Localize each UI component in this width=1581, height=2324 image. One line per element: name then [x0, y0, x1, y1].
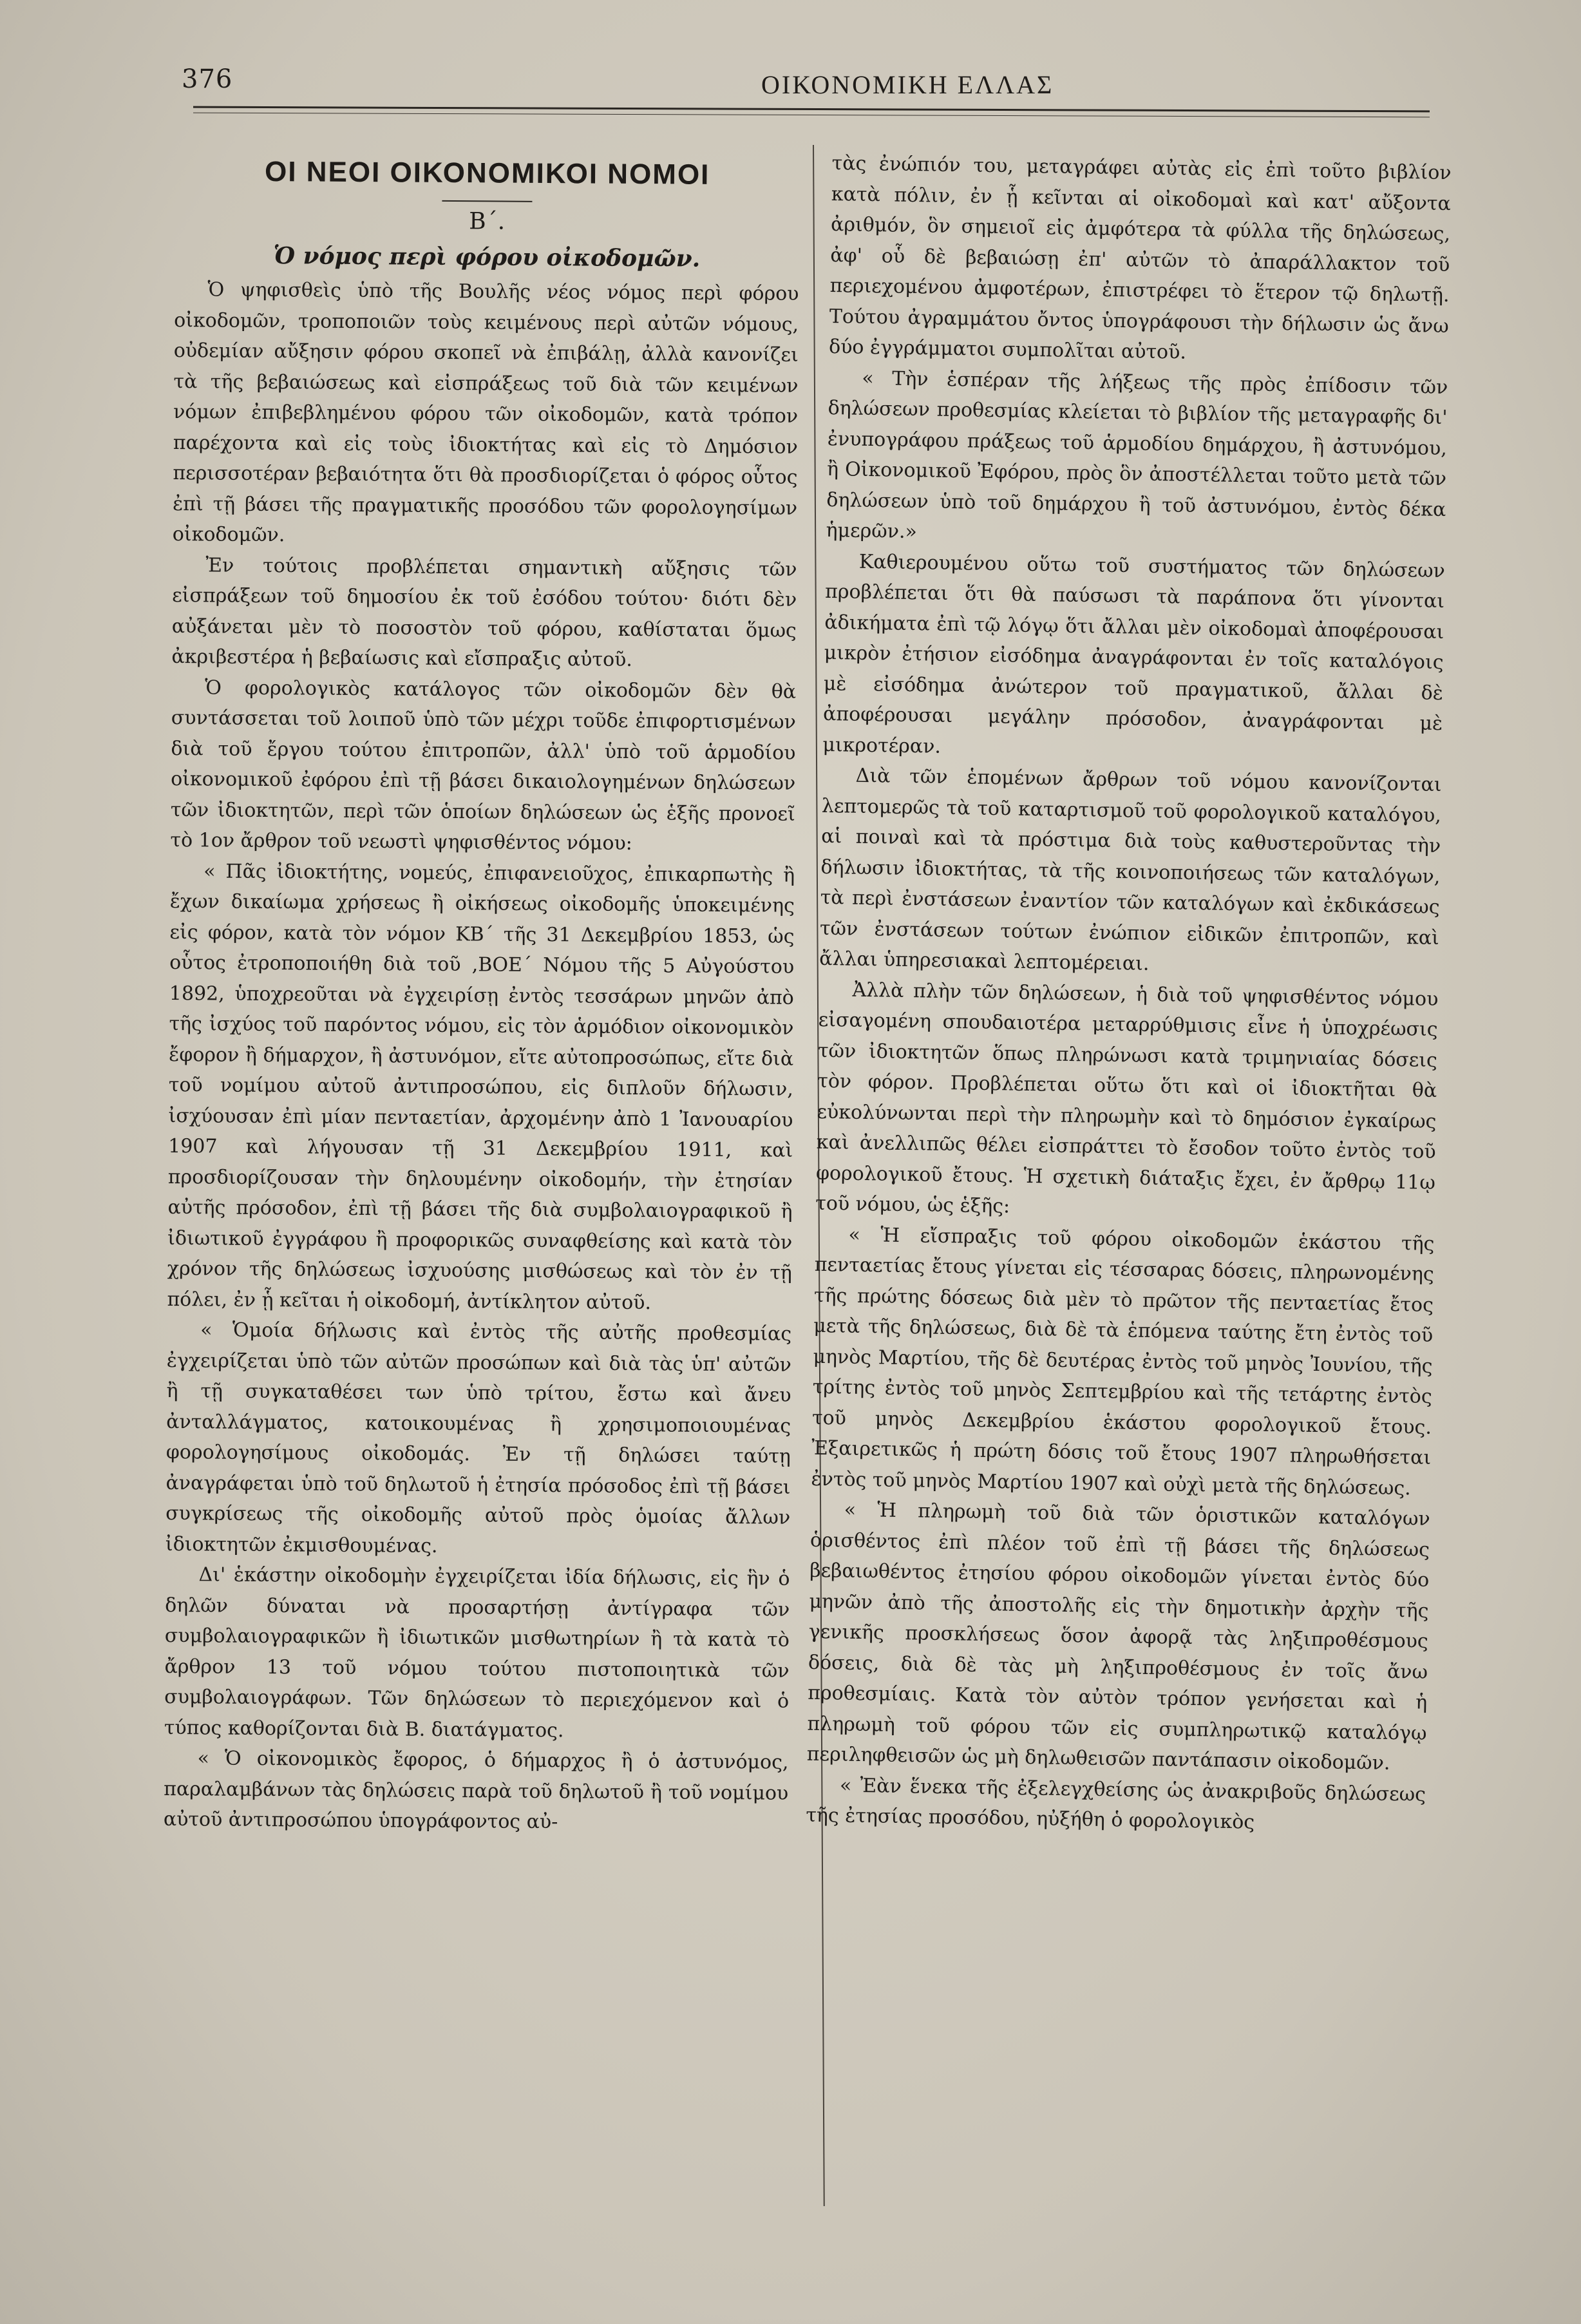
part-label: Β΄.	[469, 208, 506, 235]
paragraph: Καθιερουμένου οὕτω τοῦ συστήματος τῶν δηλώσεων προβλέπεται ὅτι θὰ παύσωσι τὰ παράπονα ὅτι γίνονται ἀδικήματα ἐπὶ τῷ λόγῳ ὅτι ἄλλαι μὲν οἰκοδομαὶ ἀποφέρουσαι μικρὸν ἐτήσιον εἰσόδημα ἀναγράφονται ἐν τοῖς καταλόγοις μὲ εἰσόδημα ἀνώτερον τοῦ πραγματικοῦ, ἄλλαι δὲ ἀποφέρουσαι μεγάλην πρόσοδον, ἀναγράφονται μὲ μικροτέραν.	[822, 550, 1446, 758]
paragraph: « Ὁ οἰκονομικὸς ἔφορος, ὁ δήμαρχος ἢ ὁ ἀστυνόμος, παραλαμβάνων τὰς δηλώσεις παρὰ τοῦ δηλωτοῦ ἢ τοῦ νομίμου αὐτοῦ ἀντιπροσώπου ὑπογράφοντος αὐ-	[163, 1747, 789, 1834]
left-column	[164, 148, 800, 1839]
paragraph: Ὁ φορολογικὸς κατάλογος τῶν οἰκοδομῶν δὲν θὰ συντάσσεται τοῦ λοιποῦ ὑπὸ τῶν μέχρι τοῦδε ἐπιφορτισμένων διὰ τοῦ ἔργου τούτου ἐπιτροπῶν, ἀλλ' ὑπὸ τοῦ ἁρμοδίου οἰκονομικοῦ ἐφόρου ἐπὶ τῇ βάσει δικαιολογημένων δηλώσεων τῶν ἰδιοκτητῶν, περὶ τῶν ὁποίων δηλώσεων ὡς ἑξῆς προνοεῖ τὸ 1ον ἄρθρον τοῦ νεωστὶ ψηφισθέντος νόμου:	[170, 676, 797, 855]
paragraph: τὰς ἐνώπιόν του, μεταγράφει αὐτὰς εἰς ἐπὶ τοῦτο βιβλίον κατὰ πόλιν, ἐν ᾗ κεῖνται αἱ οἰκοδομαὶ καὶ κατ' αὔξοντα ἀριθμόν, ὃν σημειοῖ εἰς ἀμφότερα τὰ φύλλα τῆς δηλώσεως, ἀφ' οὗ δὲ βεβαιώσῃ ἐπ' αὐτῶν τὸ ἀπαράλλακτον τοῦ περιεχομένου ἀμφοτέρων, ἐπιστρέφει τὸ ἕτερον τῷ δηλωτῇ. Τούτου ἀγραμμάτου ὄντος ὑπογράφουσι τὴν δήλωσιν ὡς ἄνω δύο ἐγγράμματοι συμπολῖται αὐτοῦ.	[828, 151, 1452, 364]
right-column	[806, 148, 1452, 1840]
running-title: ΟΙΚΟΝΟΜΙΚΗ ΕΛΛΑΣ	[761, 70, 1054, 99]
paragraph: « Ὁμοία δήλωσις καὶ ἐντὸς τῆς αὐτῆς προθεσμίας ἐγχειρίζεται ὑπὸ τῶν αὐτῶν προσώπων καὶ διὰ τὰς ὑπ' αὐτῶν ἢ τῇ συγκαταθέσει των ὑπὸ τρίτου, ἔστω καὶ ἄνευ ἀνταλλάγματος, κατοικουμένας ἢ χρησιμοποιουμένας φορολογησίμους οἰκοδομάς. Ἐν τῇ δηλώσει ταύτῃ ἀναγράφεται ὑπὸ τοῦ δηλωτοῦ ἡ ἐτησία πρόσοδος ἐπὶ τῇ βάσει συγκρίσεως τῆς οἰκοδομῆς αὐτοῦ πρὸς ὁμοίας ἄλλων ἰδιοκτητῶν ἐκμισθουμένας.	[165, 1319, 792, 1557]
title-rule	[442, 200, 532, 202]
paragraph: « Ἐὰν ἕνεκα τῆς ἐξελεγχθείσης ὡς ἀνακριβοῦς δηλώσεως τῆς ἐτησίας προσόδου, ηὐξήθη ὁ φορολογικὸς	[806, 1774, 1426, 1834]
paragraph: Δι' ἑκάστην οἰκοδομὴν ἐγχειρίζεται ἰδία δήλωσις, εἰς ἣν ὁ δηλῶν δύναται νὰ προσαρτήσῃ ἀντίγραφα τῶν συμβολαιογραφικῶν ἢ ἰδιωτικῶν μισθωτηρίων ἢ τὰ κατὰ τὸ ἄρθρον 13 τοῦ νόμου τούτου πιστοποιητικὰ τῶν συμβολαιογράφων. Τῶν δηλώσεων τὸ περιεχόμενον καὶ ὁ τύπος καθορίζονται διὰ Β. διατάγματος.	[164, 1563, 790, 1742]
paragraph: « Ἡ πληρωμὴ τοῦ διὰ τῶν ὁριστικῶν καταλόγων ὁρισθέντος ἐπὶ πλέον τοῦ ἐπὶ τῇ βάσει τῆς δηλώσεως βεβαιωθέντος ἐτησίου φόρου οἰκοδομῶν γίνεται ἐντὸς δύο μηνῶν ἀπὸ τῆς ἀποστολῆς εἰς τὴν δημοτικὴν ἀρχὴν τῆς γενικῆς προσκλήσεως ὅσον ἀφορᾷ τὰς ληξιπροθέσμους δόσεις, διὰ δὲ τὰς μὴ ληξιπροθέσμους ἐν τοῖς ἄνω προθεσμίαις. Κατὰ τὸν αὐτὸν τρόπον γενήσεται καὶ ἡ πληρωμὴ τοῦ φόρου τῶν εἰς συμπληρωτικῷ καταλόγῳ περιληφθεισῶν ὡς μὴ δηλωθεισῶν παντάπασιν οἰκοδομῶν.	[806, 1498, 1430, 1775]
article-title: ΟΙ ΝΕΟΙ ΟΙΚΟΝΟΜΙΚΟΙ ΝΟΜΟΙ	[264, 155, 710, 191]
paragraph: Ἐν τούτοις προβλέπεται σημαντικὴ αὔξησις τῶν εἰσπράξεων τοῦ δημοσίου ἐκ τοῦ ἐσόδου τούτου· διότι δὲν αὐξάνεται μὲν τὸ ποσοστὸν τοῦ φόρου, καθίσταται ὅμως ἀκριβεστέρα ἡ βεβαίωσις καὶ εἴσπραξις αὐτοῦ.	[171, 553, 797, 671]
paragraph: « Ἡ εἴσπραξις τοῦ φόρου οἰκοδομῶν ἑκάστου τῆς πενταετίας ἔτους γίνεται εἰς τέσσαρας δόσεις, πληρωνομένης τῆς πρώτης δόσεως διὰ μὲν τὸ πρῶτον τῆς πενταετίας ἔτος μετὰ τῆς δηλώσεως, διὰ δὲ τὰ ἑπόμενα ταύτης ἔτη ἐντὸς τοῦ μηνὸς Μαρτίου, τῆς δὲ δευτέρας ἐντὸς τοῦ μηνὸς Ἰουνίου, τῆς τρίτης ἐντὸς τοῦ μηνὸς Σεπτεμβρίου καὶ τῆς τετάρτης ἐντὸς τοῦ μηνὸς Δεκεμβρίου ἑκάστου φορολογικοῦ ἔτους. Ἐξαιρετικῶς ἡ πρώτη δόσις τοῦ ἔτους 1907 πληρωθήσεται ἐντὸς τοῦ μηνὸς Μαρτίου 1907 καὶ οὐχὶ μετὰ τῆς δηλώσεως.	[811, 1223, 1435, 1500]
paragraph: Ὁ ψηφισθεὶς ὑπὸ τῆς Βουλῆς νέος νόμος περὶ φόρου οἰκοδομῶν, τροποποιῶν τοὺς κειμένους περὶ αὐτῶν νόμους, οὐδεμίαν αὔξησιν φόρου σκοπεῖ νὰ ἐπιβάλῃ, ἀλλὰ κανονίζει τὰ τῆς βεβαιώσεως καὶ εἰσπράξεως τοῦ διὰ τῶν κειμένων νόμων ἐπιβεβλημένου φόρου τῶν οἰκοδομῶν, κατὰ τρόπον παρέχοντα καὶ εἰς τοὺς ἰδιοκτήτας καὶ εἰς τὸ Δημόσιον περισσοτέραν βεβαιότητα ὅτι θὰ προσδιορίζεται ὁ φόρος οὗτος ἐπὶ τῇ βάσει τῆς πραγματικῆς προσόδου τῶν φορολογησίμων οἰκοδομῶν.	[172, 278, 799, 547]
paragraph: « Τὴν ἑσπέραν τῆς λήξεως τῆς πρὸς ἐπίδοσιν τῶν δηλώσεων προθεσμίας κλείεται τὸ βιβλίον τῆς μεταγραφῆς δι' ἐνυπογράφου πράξεως τοῦ ἁρμοδίου δημάρχου, ἢ ἀστυνόμου, ἢ Οἰκονομικοῦ Ἐφόρου, πρὸς ὃν ἀποστέλλεται τοῦτο μετὰ τῶν δηλώσεων ὑπὸ τοῦ δημάρχου ἢ τοῦ ἀστυνόμου, ἐντὸς δέκα ἡμερῶν.»	[826, 367, 1448, 544]
page-header	[182, 64, 1437, 110]
article-subtitle: Ὁ νόμος περὶ φόρου οἰκοδομῶν.	[273, 242, 701, 272]
paragraph: Ἀλλὰ πλὴν τῶν δηλώσεων, ἡ διὰ τοῦ ψηφισθέντος νόμου εἰσαγομένη σπουδαιοτέρα μεταρρύθμισις εἶνε ἡ ὑποχρέωσις τῶν ἰδιοκτητῶν ὅπως πληρώνωσι κατὰ τριμηνιαίας δόσεις τὸν φόρον. Προβλέπεται οὕτω ὅτι καὶ οἱ ἰδιοκτῆται θὰ εὐκολύνωνται περὶ τὴν πληρωμὴν καὶ τὸ δημόσιον ἐγκαίρως καὶ ἀνελλιπῶς θέλει εἰσπράττει τὸ ἔσοδον τοῦτο ἐντὸς τοῦ φορολογικοῦ ἔτους. Ἡ σχετικὴ διάταξις ἔχει, ἐν ἄρθρῳ 11ῳ τοῦ νόμου, ὡς ἑξῆς:	[815, 978, 1439, 1218]
page-number: 376	[182, 64, 233, 94]
header-rule-thin	[193, 113, 1430, 118]
paragraph: Διὰ τῶν ἑπομένων ἄρθρων τοῦ νόμου κανονίζονται λεπτομερῶς τὰ τοῦ καταρτισμοῦ τοῦ φορολογικοῦ καταλόγου, αἱ ποιναὶ καὶ τὰ πρόστιμα διὰ τοὺς καθυστεροῦντας τὴν δήλωσιν ἰδιοκτήτας, τὰ τῆς κοινοποιήσεως τῶν καταλόγων, τὰ περὶ ἐνστάσεων ἐναντίον τῶν καταλόγων καὶ ἐκδικάσεως τῶν ἐνστάσεων τούτων ἐνώπιον εἰδικῶν ἐπιτροπῶν, καὶ ἄλλαι ὑπηρεσιακαὶ λεπτομέρειαι.	[819, 764, 1442, 975]
paragraph: « Πᾶς ἰδιοκτήτης, νομεύς, ἐπιφανειοῦχος, ἐπικαρπωτὴς ἢ ἔχων δικαίωμα χρήσεως ἢ οἰκήσεως οἰκοδομῆς ὑποκειμένης εἰς φόρον, κατὰ τὸν νόμον ΚΒ΄ τῆς 31 Δεκεμβρίου 1853, ὡς οὗτος ἐτροποποιήθη διὰ τοῦ ,ΒΟΕ΄ Νόμου τῆς 5 Αὐγούστου 1892, ὑποχρεοῦται νὰ ἐγχειρίσῃ ἐντὸς τεσσάρων μηνῶν ἀπὸ τῆς ἰσχύος τοῦ παρόντος νόμου, εἰς τὸν ἁρμόδιον οἰκονομικὸν ἔφορον ἢ δήμαρχον, ἢ ἀστυνόμον, εἴτε αὐτοπροσώπως, εἴτε διὰ τοῦ νομίμου αὐτοῦ ἀντιπροσώπου, εἰς διπλοῦν δήλωσιν, ἰσχύουσαν ἐπὶ μίαν πενταετίαν, ἀρχομένην ἀπὸ 1 Ἰανουαρίου 1907 καὶ λήγουσαν τῇ 31 Δεκεμβρίου 1911, καὶ προσδιορίζουσαν τὴν δηλουμένην οἰκοδομήν, τὴν ἐτησίαν αὐτῆς πρόσοδον, ἐπὶ τῇ βάσει τῆς διὰ συμβολαιογραφικοῦ ἢ ἰδιωτικοῦ ἐγγράφου ἢ προφορικῶς συναφθείσης καὶ κατὰ τὸν χρόνον τῆς δηλώσεως ἰσχυούσης μισθώσεως καὶ τὸν ἐν τῇ πόλει, ἐν ᾗ κεῖται ἡ οἰκοδομή, ἀντίκλητον αὐτοῦ.	[167, 859, 795, 1314]
